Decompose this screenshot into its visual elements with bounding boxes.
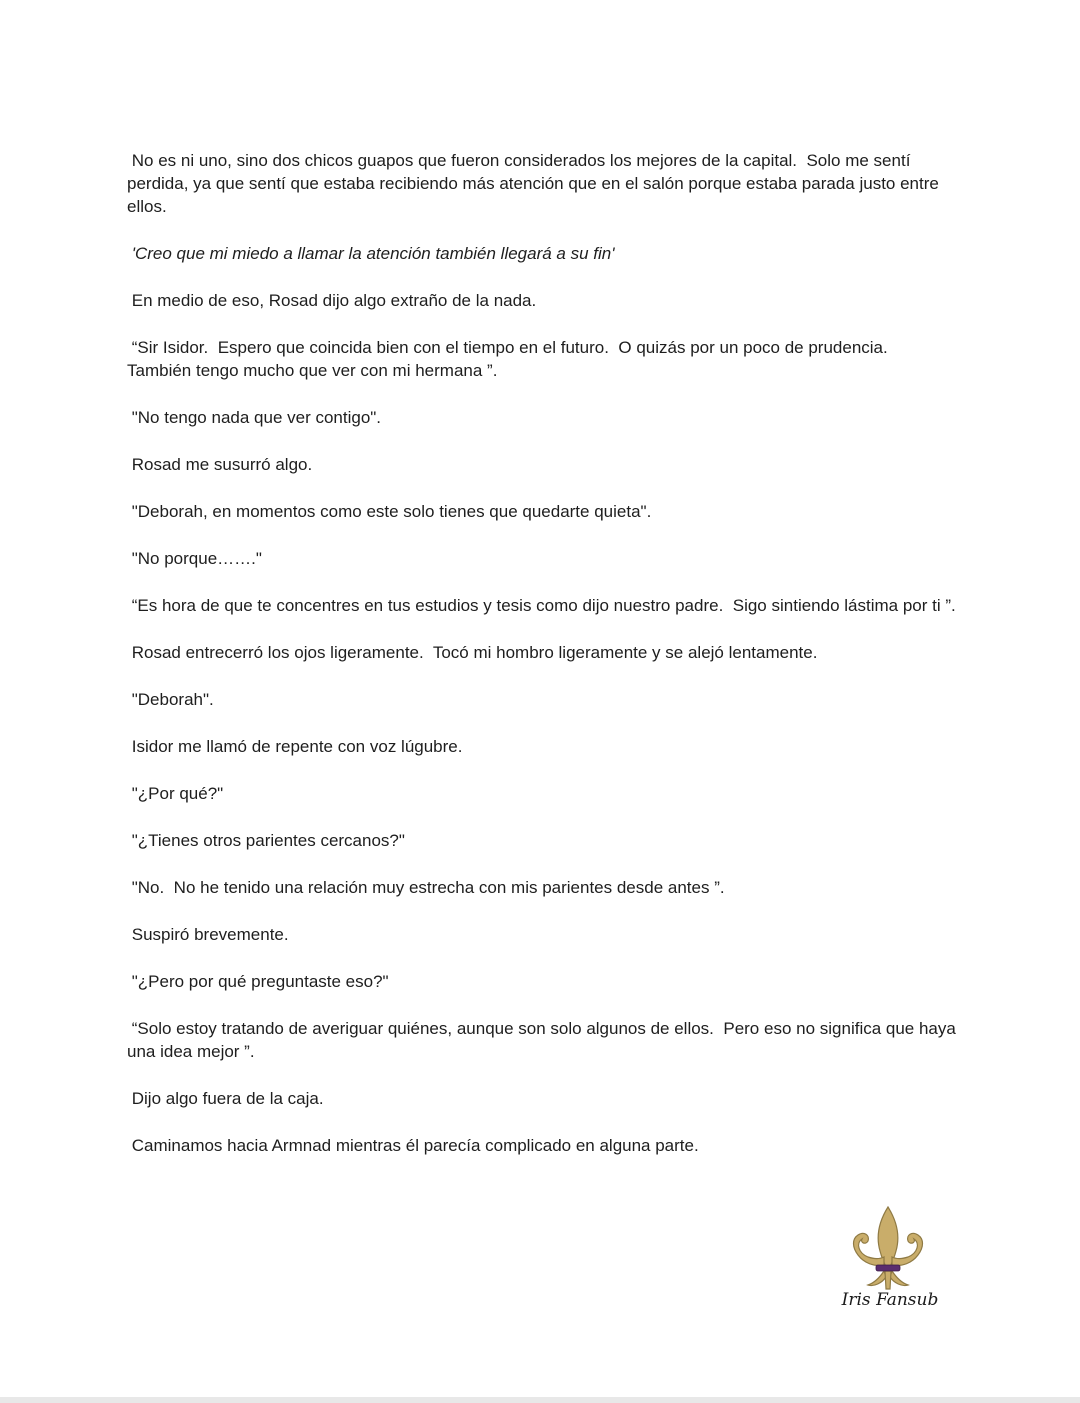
paragraph: Caminamos hacia Armnad mientras él parecía complicado en alguna parte. [127, 1136, 699, 1155]
paragraph: "Deborah". [127, 690, 214, 709]
paragraph: "No porque……." [127, 549, 262, 568]
paragraph: En medio de eso, Rosad dijo algo extraño de la nada. [127, 291, 537, 310]
paragraph: Dijo algo fuera de la caja. [127, 1089, 324, 1108]
paragraph: Rosad me susurró algo. [127, 455, 313, 474]
paragraph: Rosad entrecerró los ojos ligeramente. Tocó mi hombro ligeramente y se alejó lentamente. [127, 643, 818, 662]
paragraph: "No. No he tenido una relación muy estrecha con mis parientes desde antes ”. [127, 878, 725, 897]
paragraph: “Es hora de que te concentres en tus estudios y tesis como dijo nuestro padre. Sigo sintiendo lástima por ti ”. [127, 596, 956, 615]
paragraph: "Deborah, en momentos como este solo tienes que quedarte quieta". [127, 502, 652, 521]
paragraph: "¿Tienes otros parientes cercanos?" [127, 831, 405, 850]
page-bottom-edge [0, 1397, 1080, 1403]
paragraph: "¿Pero por qué preguntaste eso?" [127, 972, 389, 991]
paragraph: No es ni uno, sino dos chicos guapos que fueron considerados los mejores de la capital. Solo me sentí perdida, ya que sentí que estaba recibiendo más atención que en el salón porque estaba parada justo entre ellos. [127, 151, 944, 216]
paragraph: “Solo estoy tratando de averiguar quiénes, aunque son solo algunos de ellos. Pero eso no significa que haya una idea mejor ”. [127, 1019, 961, 1061]
document-body [127, 149, 961, 1181]
logo-text: Iris Fansub [841, 1290, 939, 1310]
paragraph: Suspiró brevemente. [127, 925, 289, 944]
paragraph: 'Creo que mi miedo a llamar la atención también llegará a su fin' [127, 244, 615, 263]
paragraph: Isidor me llamó de repente con voz lúgubre. [127, 737, 463, 756]
paragraph: "No tengo nada que ver contigo". [127, 408, 382, 427]
paragraph: "¿Por qué?" [127, 784, 224, 803]
paragraph: “Sir Isidor. Espero que coincida bien con el tiempo en el futuro. O quizás por un poco de prudencia. También tengo mucho que ver con mi hermana ”. [127, 338, 897, 380]
